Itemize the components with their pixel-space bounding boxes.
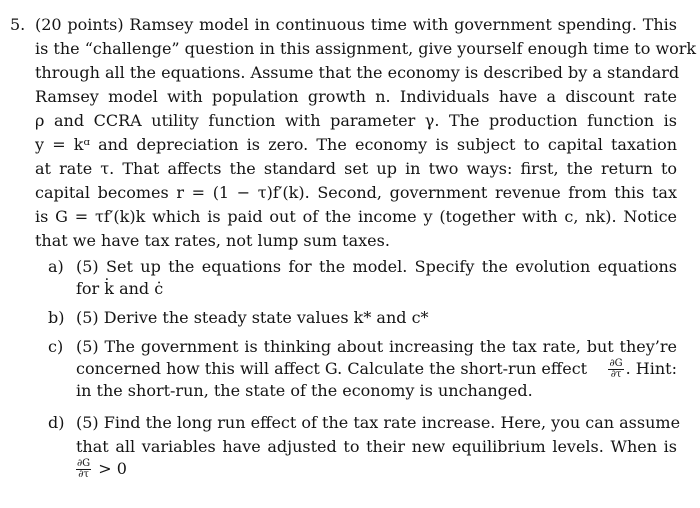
statement-line-5: ρ and CCRA utility function with parameter γ. The production function is xyxy=(35,111,677,130)
part-d-label: d) xyxy=(48,413,65,432)
part-c-line-2-text: concerned how this will affect G. Calculate the short-run effect xyxy=(76,359,588,378)
statement-line-4: Ramsey model with population growth n. Individuals have a discount rate xyxy=(35,87,677,106)
statement-line-7: at rate τ. That affects the standard set up in two ways: first, the return to xyxy=(35,159,677,178)
partial-derivative-fraction-d xyxy=(76,459,91,480)
partial-derivative-fraction xyxy=(608,359,623,380)
part-d-inequality: > 0 xyxy=(93,459,127,478)
part-c-hint-label: . Hint: xyxy=(625,359,677,378)
fraction-numerator-d: ∂G xyxy=(77,457,91,469)
statement-line-8: capital becomes r = (1 − τ)f′(k). Second, government revenue from this tax xyxy=(35,183,677,202)
fraction-numerator: ∂G xyxy=(609,358,623,369)
part-c-line-2 xyxy=(76,358,677,380)
part-d-line-2: that all variables have adjusted to their new equilibrium levels. When is xyxy=(76,437,677,456)
problem-number: 5. xyxy=(10,15,26,34)
statement-line-9: is G = τf′(k)k which is paid out of the income y (together with c, nk). Notice xyxy=(35,207,677,226)
fraction-denominator: ∂τ xyxy=(610,369,622,380)
part-c-label: c) xyxy=(48,337,64,356)
statement-line-6: y = kᵅ and depreciation is zero. The economy is subject to capital taxation xyxy=(35,135,677,154)
statement-line-10: that we have tax rates, not lump sum taxes. xyxy=(35,231,390,250)
part-c-line-1: (5) The government is thinking about increasing the tax rate, but they’re xyxy=(76,337,677,356)
part-d-line-1: (5) Find the long run effect of the tax rate increase. Here, you can assume xyxy=(76,413,681,432)
statement-line-2: is the “challenge” question in this assignment, give yourself enough time to work xyxy=(35,39,697,58)
part-c-line-3: in the short-run, the state of the economy is unchanged. xyxy=(76,381,533,400)
part-c-line-2-end xyxy=(606,358,677,380)
part-a-label: a) xyxy=(48,257,64,276)
fraction-denominator-d: ∂τ xyxy=(78,468,89,480)
statement-line-3: through all the equations. Assume that the economy is described by a standard xyxy=(35,63,680,82)
part-b-label: b) xyxy=(48,308,65,327)
part-d-line-3 xyxy=(76,458,127,480)
part-a-line-1: (5) Set up the equations for the model. Specify the evolution equations xyxy=(76,257,677,276)
statement-line-1: (20 points) Ramsey model in continuous time with government spending. This xyxy=(35,15,677,34)
part-a-line-2: for k̇ and ċ xyxy=(76,279,164,298)
part-b-line-1: (5) Derive the steady state values k* and c* xyxy=(76,308,429,327)
